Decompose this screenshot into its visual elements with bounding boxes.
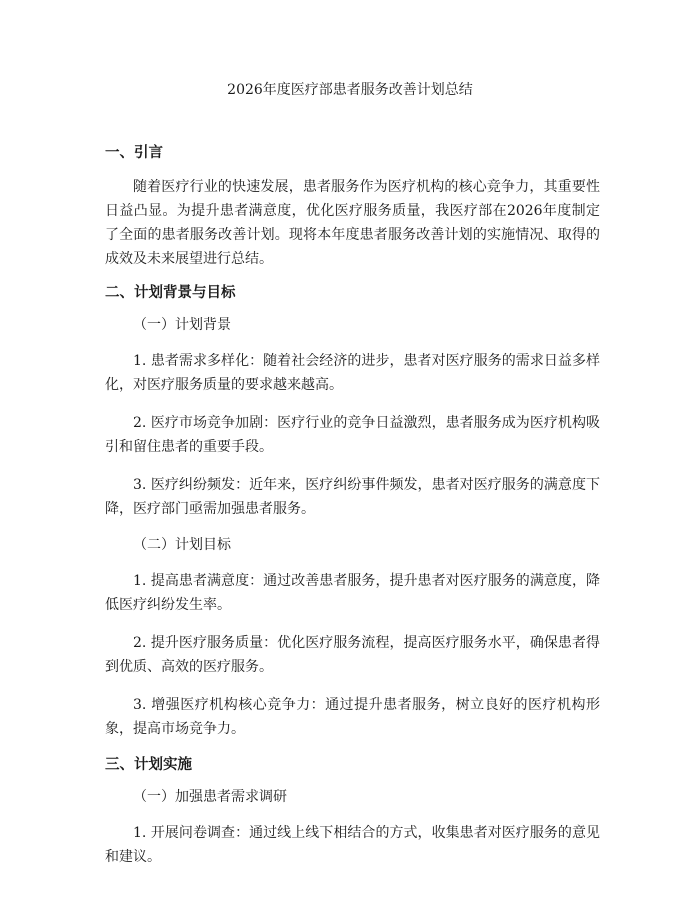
document-body — [105, 143, 600, 883]
section-implementation — [105, 755, 600, 869]
section-heading-implementation: 三、计划实施 — [105, 757, 192, 773]
section-heading-background: 二、计划背景与目标 — [105, 285, 236, 301]
section-intro — [105, 143, 600, 271]
list-item: 1. 开展问卷调查：通过线上线下相结合的方式，收集患者对医疗服务的意见和建议。 — [105, 825, 600, 865]
list-item: 2. 提升医疗服务质量：优化医疗服务流程，提高医疗服务水平，确保患者得到优质、高效的医疗服务。 — [105, 635, 600, 675]
subheading-plan-goals: （二）计划目标 — [133, 537, 231, 553]
list-item: 3. 增强医疗机构核心竞争力：通过提升患者服务，树立良好的医疗机构形象，提高市场竞争力。 — [105, 697, 600, 737]
section-heading-intro: 一、引言 — [105, 145, 163, 161]
section-background — [105, 283, 600, 741]
intro-paragraph: 随着医疗行业的快速发展，患者服务作为医疗机构的核心竞争力，其重要性日益凸显。为提升患者满意度，优化医疗服务质量，我医疗部在2026年度制定了全面的患者服务改善计划。现将本年度患者服务改善计划的实施情况、取得的成效及未来展望进行总结。 — [105, 179, 600, 267]
subheading-needs-research: （一）加强患者需求调研 — [133, 789, 287, 805]
document-title: 2026年度医疗部患者服务改善计划总结 — [227, 82, 473, 98]
subheading-plan-background: （一）计划背景 — [133, 317, 231, 333]
list-item: 1. 提高患者满意度：通过改善患者服务，提升患者对医疗服务的满意度，降低医疗纠纷发生率。 — [105, 573, 600, 613]
list-item: 3. 医疗纠纷频发：近年来，医疗纠纷事件频发，患者对医疗服务的满意度下降，医疗部门亟需加强患者服务。 — [105, 477, 600, 517]
list-item: 2. 医疗市场竞争加剧：医疗行业的竞争日益激烈，患者服务成为医疗机构吸引和留住患者的重要手段。 — [105, 415, 600, 455]
list-item: 1. 患者需求多样化：随着社会经济的进步，患者对医疗服务的需求日益多样化，对医疗服务质量的要求越来越高。 — [105, 353, 600, 393]
